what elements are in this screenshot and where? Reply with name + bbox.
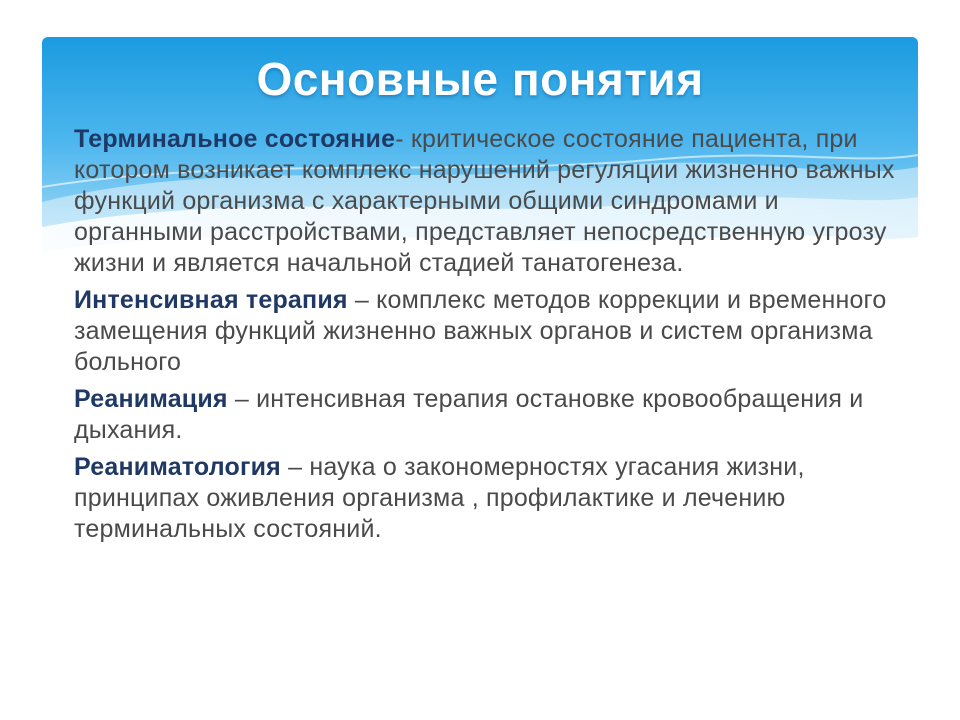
definition-terminal-state bbox=[74, 124, 904, 279]
definition-term: Интенсивная терапия bbox=[74, 286, 348, 314]
definition-reanimatology bbox=[74, 452, 904, 545]
definition-text: – интенсивная терапия остановке кровообращения и дыхания. bbox=[74, 385, 864, 444]
definition-intensive-therapy bbox=[74, 285, 904, 378]
definition-text: – наука о закономерностях угасания жизни, принципах оживления организма , профилактике и лечению терминальных состояний. bbox=[74, 453, 805, 543]
definition-term: Реаниматология bbox=[74, 453, 281, 481]
definitions-list bbox=[74, 124, 904, 551]
slide-title: Основные понятия bbox=[256, 53, 704, 105]
definition-term: Терминальное состояние bbox=[74, 125, 396, 153]
definition-text: - критическое состояние пациента, при котором возникает комплекс нарушений регуляции жизненно важных функций организма с характерными общими синдромами и органными расстройствами, представляет непосредственную угрозу жизни и является начальной стадией танатогенеза. bbox=[74, 125, 895, 277]
definition-reanimation bbox=[74, 384, 904, 446]
definition-text: – комплекс методов коррекции и временного замещения функций жизненно важных органов и систем организма больного bbox=[74, 286, 887, 376]
definition-term: Реанимация bbox=[74, 385, 228, 413]
